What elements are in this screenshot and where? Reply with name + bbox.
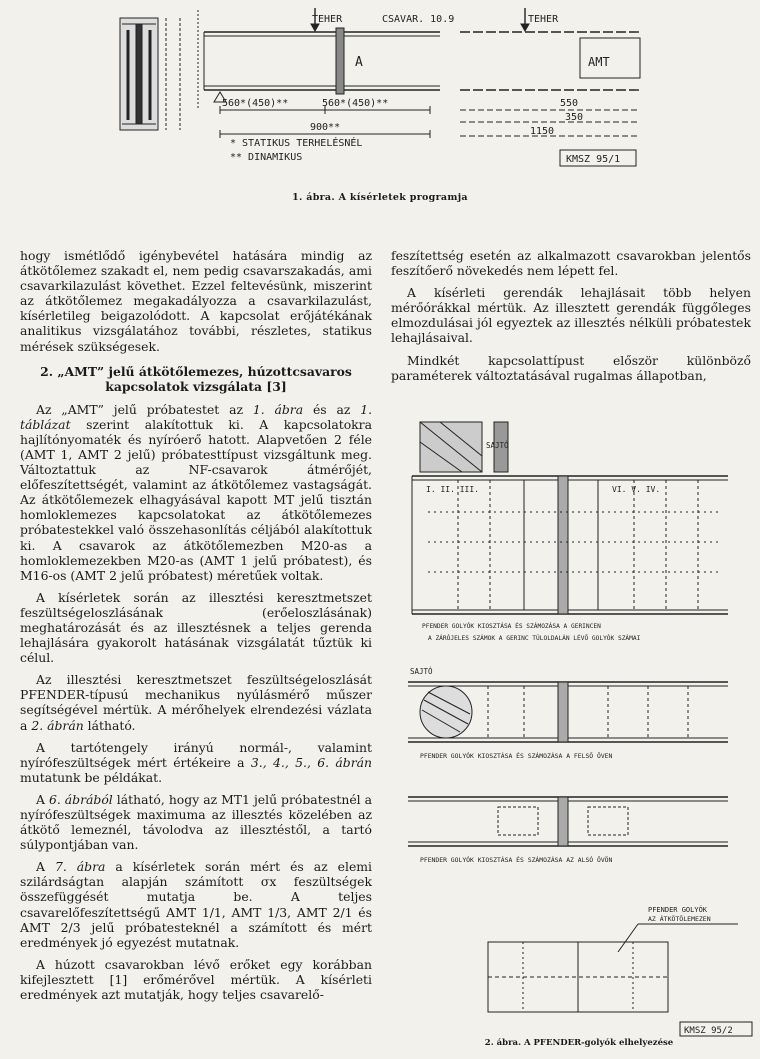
- caption-web: PFENDER GOLYÓK KIOSZTÁSA ÉS SZÁMOZÁSA A GERINCEN: [422, 623, 601, 630]
- caption-web-note: A ZÁRÓJELES SZÁMOK A GERINC TÚLOLDALÁN LÉVŐ GOLYÓK SZÁMAI: [428, 635, 641, 642]
- label-sajto-2: SAJTÓ: [410, 667, 433, 676]
- paragraph: feszítettség esetén az alkalmazott csavarokban jelentős feszítőerő növekedés nem lépett fel.: [391, 248, 751, 279]
- label-dinamikus: ** DINAMIKUS: [230, 152, 303, 163]
- paragraph: A tartótengely irányú normál-, valamint nyírófeszültségek mért értékeire a 3., 4., 5., 6. ábrán mutatunk be példákat.: [20, 739, 372, 785]
- right-column: [391, 248, 751, 390]
- label-teher-right: TEHER: [528, 14, 559, 25]
- label-teher-left: TEHER: [312, 14, 343, 25]
- label-dim-560b: 560*(450)**: [322, 98, 389, 109]
- figure-1-caption: 1. ábra. A kísérletek programja: [292, 192, 468, 203]
- label-csavar: CSAVAR. 10.9: [382, 14, 455, 25]
- caption-bottom-flange: PFENDER GOLYÓK KIOSZTÁSA ÉS SZÁMOZÁSA AZ ALSÓ ÖVÖN: [420, 856, 613, 864]
- label-pfender-golyok: PFENDER GOLYÓK: [648, 906, 708, 914]
- label-roman-right: VI. V. IV.: [612, 485, 661, 494]
- section-heading: 2. „AMT” jelű átkötőlemezes, húzottcsavaros kapcsolatok vizsgálata [3]: [40, 363, 352, 394]
- label-kmsz-2: KMSZ 95/2: [684, 1026, 733, 1036]
- paragraph: A 7. ábra a kísérletek során mért és az elemi szilárdságtan alapján számított σx feszültségek összefüggését mutatja be. A teljes csavarelőfeszítettségű AMT 1/1, AMT 1/3, AMT 2/1 és AMT 2/3 jelű próbatesteknél a számított és mért eredmények jó egyezést mutatnak.: [20, 859, 373, 950]
- paragraph: A kísérleti gerendák lehajlásait több helyen mérőórákkal mértük. Az illesztett gerendák függőleges elmozdulásai jól egyeztek az illesztés nélküli próbatestek lehajlásaival.: [391, 285, 751, 346]
- label-a: A: [355, 55, 363, 70]
- left-column: [20, 248, 372, 1009]
- paragraph: Mindkét kapcsolattípust először különböző paraméterek változtatásával rugalmas állapotban,: [391, 352, 751, 383]
- label-dim-550: 550: [560, 98, 579, 109]
- label-roman-left: I. II. III.: [426, 485, 479, 494]
- caption-top-flange: PFENDER GOLYÓK KIOSZTÁSA ÉS SZÁMOZÁSA A FELSŐ ÖVEN: [420, 752, 613, 760]
- label-dim-350: 350: [565, 112, 584, 123]
- label-dim-1150: 1150: [530, 126, 555, 137]
- figure-2-diagram: [398, 412, 760, 1037]
- label-dim-900: 900**: [310, 122, 341, 133]
- label-atkotolemezen: AZ ÁTKÖTŐLEMEZEN: [648, 915, 711, 923]
- label-dim-560a: 560*(450)**: [222, 98, 289, 109]
- paragraph: Az „AMT” jelű próbatestet az 1. ábra és az 1. táblázat szerint alakítottuk ki. A kapcsolatokra hajlítónyomaték és nyíróerő hatott. Alapvetően 2 féle (AMT 1, AMT 2 jelű) próbatesttípust vizsgáltunk meg. Változtattuk az NF-csavarok átmérőjét, előfeszítettségét, valamint az átkötőlemez vastagságát. Az átkötőlemezek elhagyásával kapott MT jelű tisztán homloklemezes kapcsolatokat az átkötőlemezes próbatestekkel való összehasonlítás céljából alakítottuk ki. A csavarok az átkötőlemezben M20-as a homloklemezekben M20-as (AMT 1 jelű próbatest), és M16-os (AMT 2 jelű próbatest) méretűek voltak.: [20, 401, 373, 583]
- paragraph: A 6. ábrából látható, hogy az MT1 jelű próbatestnél a nyírófeszültségek maximuma az illesztés közelében az átkötő lemeznél, távolodva az illesztéstől, a tartó súlypontjában van.: [20, 791, 372, 853]
- label-kmsz-1: KMSZ 95/1: [566, 154, 621, 165]
- paragraph: A húzott csavarokban lévő erőket egy korábban kifejlesztett [1] erőmérővel mértük. A kísérleti eredmények azt mutatják, hogy teljes csavarelő-: [20, 956, 372, 1003]
- label-amt: AMT: [588, 55, 610, 69]
- label-statikus: * STATIKUS TERHELÉSNÉL: [230, 138, 363, 149]
- label-sajto-1: SAJTÓ: [486, 441, 509, 450]
- paragraph: A kísérletek során az illesztési keresztmetszet feszültségeloszlásának (erőeloszlásának) meghatározását és az illesztésnek a teljes gerenda lehajlására gyakorolt hatásának vizsgálatát tűztük ki célul.: [20, 589, 372, 666]
- paragraph: hogy ismétlődő igénybevétel hatására mindig az átkötőlemez szakadt el, nem pedig csavarszakadás, ami csavarkilazulást követhet. Ezzel feltevésünk, miszerint az átkötőlemez megakadályozza a csavarkilazulást, kísérletileg beigazolódott. A kapcsolat erőjátékának analitikus vizsgálatához további, részletes, statikus mérések szükségesek.: [20, 248, 372, 354]
- figure-1-diagram: [110, 0, 650, 185]
- paragraph: Az illesztési keresztmetszet feszültségeloszlását PFENDER-típusú mechanikus nyúlásmérő műszer segítségével mértük. A mérőhelyek elrendezési vázlata a 2. ábrán látható.: [20, 672, 372, 733]
- figure-2-caption: 2. ábra. A PFENDER-golyók elhelyezése: [484, 1038, 674, 1048]
